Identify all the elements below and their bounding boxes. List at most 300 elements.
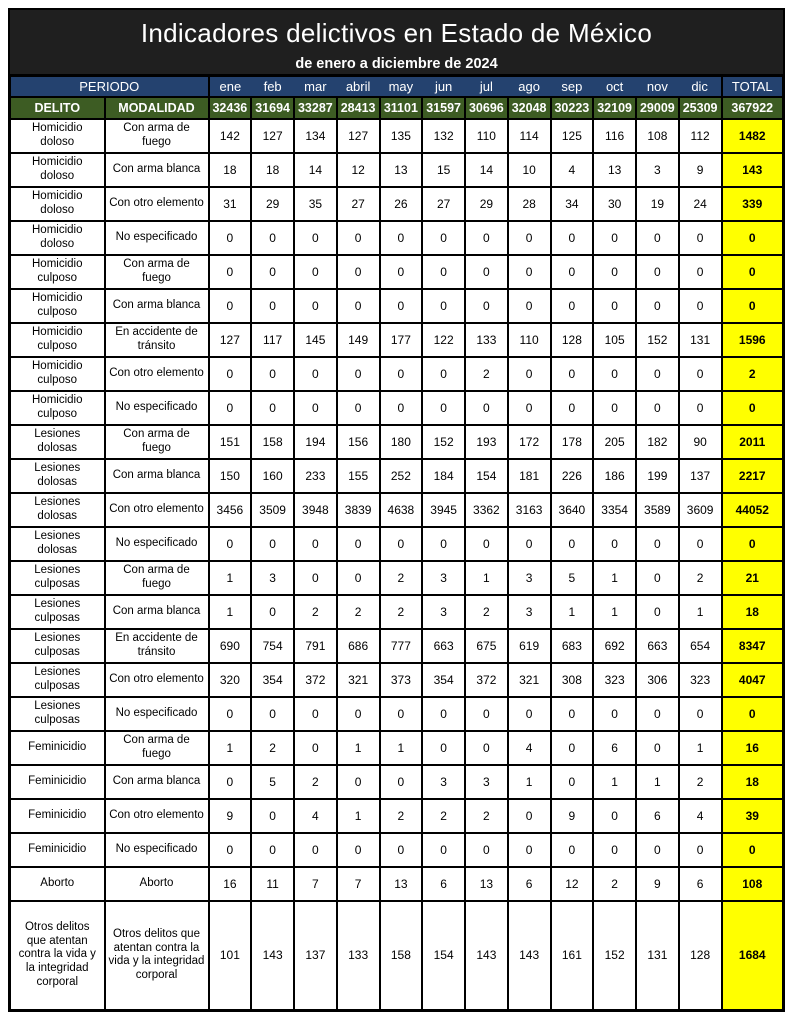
month-value-cell: 151 [209,425,252,459]
month-value-cell: 3948 [294,493,337,527]
table-row [10,221,784,255]
delito-cell: Feminicidio [10,833,105,867]
month-value-cell: 3163 [508,493,551,527]
month-value-cell: 152 [422,425,465,459]
grand-total-value: 367922 [722,97,784,119]
month-value-cell: 154 [465,459,508,493]
month-value-cell: 0 [422,221,465,255]
delito-cell: Homicidio culposo [10,255,105,289]
month-value-cell: 0 [209,833,252,867]
total-cell: 18 [722,595,784,629]
month-value-cell: 172 [508,425,551,459]
month-value-cell: 4 [508,731,551,765]
month-value-cell: 0 [679,527,722,561]
month-value-cell: 0 [636,527,679,561]
month-value-cell: 2 [294,595,337,629]
modalidad-cell: Otros delitos que atentan contra la vida y la integridad corporal [105,901,209,1011]
month-value-cell: 15 [422,153,465,187]
month-value-cell: 0 [337,697,380,731]
month-value-cell: 0 [380,697,423,731]
total-cell: 18 [722,765,784,799]
month-value-cell: 150 [209,459,252,493]
month-value-cell: 13 [465,867,508,901]
month-value-cell: 0 [636,391,679,425]
month-value-cell: 0 [337,289,380,323]
month-header: jul [465,76,508,97]
month-value-cell: 226 [551,459,594,493]
month-value-cell: 112 [679,119,722,153]
month-value-cell: 233 [294,459,337,493]
month-value-cell: 0 [593,697,636,731]
delito-cell: Homicidio doloso [10,187,105,221]
modalidad-cell: Con arma blanca [105,765,209,799]
month-value-cell: 354 [251,663,294,697]
month-value-cell: 90 [679,425,722,459]
month-value-cell: 0 [593,527,636,561]
month-value-cell: 0 [380,765,423,799]
delito-cell: Feminicidio [10,765,105,799]
month-value-cell: 0 [465,255,508,289]
modalidad-cell: No especificado [105,391,209,425]
total-cell: 16 [722,731,784,765]
month-value-cell: 181 [508,459,551,493]
month-value-cell: 186 [593,459,636,493]
month-value-cell: 10 [508,153,551,187]
total-cell: 0 [722,833,784,867]
month-value-cell: 619 [508,629,551,663]
month-value-cell: 1 [465,561,508,595]
month-value-cell: 1 [337,799,380,833]
month-value-cell: 372 [294,663,337,697]
month-value-cell: 1 [209,595,252,629]
month-header: abril [337,76,380,97]
month-value-cell: 0 [679,289,722,323]
crime-indicators-table [8,74,785,1012]
month-value-cell: 663 [422,629,465,663]
month-value-cell: 131 [636,901,679,1011]
delito-cell: Aborto [10,867,105,901]
month-header: may [380,76,423,97]
delito-cell: Homicidio culposo [10,391,105,425]
month-value-cell: 0 [636,221,679,255]
delito-cell: Feminicidio [10,799,105,833]
month-value-cell: 0 [593,833,636,867]
month-value-cell: 0 [551,527,594,561]
delito-cell: Homicidio culposo [10,289,105,323]
month-value-cell: 1 [508,765,551,799]
total-cell: 143 [722,153,784,187]
month-value-cell: 2 [465,357,508,391]
month-value-cell: 0 [209,697,252,731]
month-value-cell: 0 [294,561,337,595]
month-value-cell: 0 [551,221,594,255]
month-value-cell: 0 [636,833,679,867]
period-header-row [10,76,784,97]
month-value-cell: 0 [380,255,423,289]
month-value-cell: 14 [294,153,337,187]
month-value-cell: 7 [294,867,337,901]
monthly-total-value: 32048 [508,97,551,119]
month-header: ago [508,76,551,97]
delito-cell: Homicidio doloso [10,153,105,187]
month-value-cell: 0 [636,561,679,595]
month-value-cell: 128 [679,901,722,1011]
month-value-cell: 154 [422,901,465,1011]
total-cell: 44052 [722,493,784,527]
month-value-cell: 0 [593,799,636,833]
total-cell: 1596 [722,323,784,357]
monthly-total-value: 28413 [337,97,380,119]
month-value-cell: 5 [251,765,294,799]
month-value-cell: 137 [294,901,337,1011]
month-value-cell: 2 [337,595,380,629]
month-value-cell: 0 [422,357,465,391]
month-value-cell: 0 [209,391,252,425]
total-cell: 1482 [722,119,784,153]
monthly-total-value: 32436 [209,97,252,119]
month-value-cell: 777 [380,629,423,663]
month-value-cell: 0 [209,289,252,323]
month-value-cell: 101 [209,901,252,1011]
delito-cell: Lesiones culposas [10,663,105,697]
table-row [10,119,784,153]
month-value-cell: 7 [337,867,380,901]
monthly-total-value: 30696 [465,97,508,119]
month-value-cell: 28 [508,187,551,221]
month-header: sep [551,76,594,97]
month-value-cell: 34 [551,187,594,221]
modalidad-cell: Con otro elemento [105,799,209,833]
month-value-cell: 4 [294,799,337,833]
month-value-cell: 320 [209,663,252,697]
month-value-cell: 13 [593,153,636,187]
month-value-cell: 0 [294,833,337,867]
total-cell: 0 [722,527,784,561]
month-value-cell: 0 [294,527,337,561]
modalidad-cell: Con arma de fuego [105,119,209,153]
modalidad-cell: Con arma de fuego [105,731,209,765]
month-value-cell: 0 [465,527,508,561]
month-value-cell: 2 [380,595,423,629]
month-value-cell: 0 [337,765,380,799]
month-value-cell: 0 [593,357,636,391]
total-cell: 0 [722,391,784,425]
table-row [10,425,784,459]
month-value-cell: 110 [508,323,551,357]
monthly-total-value: 31694 [251,97,294,119]
table-row [10,833,784,867]
month-value-cell: 0 [337,561,380,595]
month-value-cell: 323 [679,663,722,697]
month-value-cell: 692 [593,629,636,663]
month-value-cell: 6 [593,731,636,765]
month-value-cell: 0 [551,833,594,867]
table-row [10,765,784,799]
month-value-cell: 24 [679,187,722,221]
month-value-cell: 3 [422,595,465,629]
month-value-cell: 0 [251,527,294,561]
monthly-total-value: 32109 [593,97,636,119]
month-value-cell: 683 [551,629,594,663]
modalidad-cell: En accidente de tránsito [105,323,209,357]
month-value-cell: 0 [465,833,508,867]
total-cell: 0 [722,697,784,731]
modalidad-cell: No especificado [105,221,209,255]
month-value-cell: 3 [636,153,679,187]
month-value-cell: 4638 [380,493,423,527]
month-value-cell: 18 [209,153,252,187]
month-value-cell: 323 [593,663,636,697]
total-header: TOTAL [722,76,784,97]
month-value-cell: 0 [380,527,423,561]
month-value-cell: 0 [251,357,294,391]
month-value-cell: 0 [422,697,465,731]
month-value-cell: 152 [636,323,679,357]
month-value-cell: 0 [422,731,465,765]
month-value-cell: 3945 [422,493,465,527]
month-value-cell: 1 [551,595,594,629]
month-value-cell: 149 [337,323,380,357]
month-value-cell: 1 [679,731,722,765]
month-value-cell: 19 [636,187,679,221]
month-value-cell: 155 [337,459,380,493]
month-value-cell: 373 [380,663,423,697]
month-value-cell: 152 [593,901,636,1011]
month-value-cell: 135 [380,119,423,153]
total-cell: 108 [722,867,784,901]
month-value-cell: 0 [251,833,294,867]
month-value-cell: 0 [636,289,679,323]
month-value-cell: 12 [337,153,380,187]
month-value-cell: 2 [251,731,294,765]
month-value-cell: 0 [380,833,423,867]
page-title: Indicadores delictivos en Estado de México [140,18,653,48]
month-value-cell: 0 [636,255,679,289]
month-value-cell: 3640 [551,493,594,527]
table-row [10,595,784,629]
month-value-cell: 9 [636,867,679,901]
month-value-cell: 4 [679,799,722,833]
month-value-cell: 663 [636,629,679,663]
month-value-cell: 0 [294,357,337,391]
month-value-cell: 178 [551,425,594,459]
period-label: PERIODO [10,76,209,97]
month-value-cell: 372 [465,663,508,697]
month-value-cell: 3 [508,595,551,629]
month-value-cell: 0 [593,391,636,425]
month-value-cell: 127 [337,119,380,153]
month-value-cell: 158 [251,425,294,459]
month-value-cell: 0 [294,221,337,255]
modalidad-cell: Con arma blanca [105,289,209,323]
month-header: nov [636,76,679,97]
delito-cell: Otros delitos que atentan contra la vida y la integridad corporal [10,901,105,1011]
modalidad-cell: Con arma de fuego [105,561,209,595]
month-value-cell: 0 [508,357,551,391]
month-value-cell: 177 [380,323,423,357]
month-value-cell: 2 [679,561,722,595]
table-row [10,527,784,561]
month-value-cell: 3456 [209,493,252,527]
month-value-cell: 0 [636,357,679,391]
delito-cell: Homicidio culposo [10,357,105,391]
month-value-cell: 14 [465,153,508,187]
month-value-cell: 0 [422,255,465,289]
monthly-total-value: 33287 [294,97,337,119]
month-value-cell: 0 [337,391,380,425]
month-value-cell: 308 [551,663,594,697]
month-value-cell: 160 [251,459,294,493]
month-value-cell: 0 [551,731,594,765]
month-value-cell: 0 [337,357,380,391]
month-value-cell: 0 [508,799,551,833]
month-value-cell: 690 [209,629,252,663]
month-value-cell: 0 [465,221,508,255]
modalidad-cell: Con otro elemento [105,663,209,697]
month-value-cell: 2 [380,799,423,833]
delito-cell: Lesiones dolosas [10,425,105,459]
month-value-cell: 0 [508,221,551,255]
month-value-cell: 1 [679,595,722,629]
month-value-cell: 3 [422,561,465,595]
month-value-cell: 321 [337,663,380,697]
month-value-cell: 0 [636,731,679,765]
month-value-cell: 0 [380,289,423,323]
report-page [8,8,785,1012]
month-value-cell: 127 [209,323,252,357]
month-value-cell: 184 [422,459,465,493]
table-row [10,663,784,697]
table-row [10,901,784,1011]
total-cell: 1684 [722,901,784,1011]
table-row [10,561,784,595]
month-value-cell: 143 [251,901,294,1011]
month-value-cell: 145 [294,323,337,357]
month-value-cell: 3 [422,765,465,799]
month-value-cell: 0 [337,255,380,289]
delito-cell: Lesiones dolosas [10,493,105,527]
month-value-cell: 3362 [465,493,508,527]
month-value-cell: 2 [422,799,465,833]
total-cell: 339 [722,187,784,221]
table-row [10,323,784,357]
table-row [10,867,784,901]
month-value-cell: 26 [380,187,423,221]
monthly-total-value: 25309 [679,97,722,119]
month-value-cell: 1 [593,595,636,629]
month-value-cell: 114 [508,119,551,153]
month-value-cell: 0 [508,289,551,323]
month-header: mar [294,76,337,97]
month-value-cell: 132 [422,119,465,153]
month-value-cell: 137 [679,459,722,493]
month-value-cell: 0 [251,799,294,833]
table-header [10,76,784,119]
month-value-cell: 2 [465,799,508,833]
month-value-cell: 0 [679,221,722,255]
month-value-cell: 0 [508,527,551,561]
month-value-cell: 0 [251,289,294,323]
month-header: ene [209,76,252,97]
modalidad-cell: No especificado [105,697,209,731]
table-row [10,187,784,221]
month-value-cell: 0 [251,221,294,255]
modalidad-cell: Con otro elemento [105,357,209,391]
month-value-cell: 0 [380,357,423,391]
month-value-cell: 1 [209,561,252,595]
month-value-cell: 0 [337,221,380,255]
monthly-total-value: 31597 [422,97,465,119]
table-row [10,289,784,323]
month-value-cell: 0 [209,221,252,255]
month-value-cell: 131 [679,323,722,357]
month-value-cell: 2 [465,595,508,629]
month-value-cell: 6 [636,799,679,833]
month-value-cell: 29 [465,187,508,221]
modalidad-cell: No especificado [105,833,209,867]
month-value-cell: 31 [209,187,252,221]
month-value-cell: 143 [508,901,551,1011]
month-value-cell: 27 [422,187,465,221]
table-row [10,697,784,731]
month-value-cell: 3609 [679,493,722,527]
month-value-cell: 5 [551,561,594,595]
month-value-cell: 199 [636,459,679,493]
month-value-cell: 0 [422,833,465,867]
month-value-cell: 18 [251,153,294,187]
month-value-cell: 0 [551,697,594,731]
month-value-cell: 0 [294,289,337,323]
table-row [10,629,784,663]
month-value-cell: 3354 [593,493,636,527]
month-header: oct [593,76,636,97]
month-value-cell: 0 [294,391,337,425]
month-value-cell: 133 [337,901,380,1011]
month-value-cell: 1 [593,561,636,595]
month-value-cell: 2 [679,765,722,799]
month-value-cell: 3839 [337,493,380,527]
month-value-cell: 0 [422,289,465,323]
month-value-cell: 133 [465,323,508,357]
total-cell: 39 [722,799,784,833]
month-value-cell: 122 [422,323,465,357]
month-value-cell: 1 [380,731,423,765]
month-value-cell: 0 [593,221,636,255]
table-row [10,493,784,527]
month-value-cell: 0 [251,697,294,731]
modalidad-cell: Con arma blanca [105,595,209,629]
total-cell: 2 [722,357,784,391]
modalidad-cell: Con arma blanca [105,153,209,187]
month-value-cell: 0 [209,765,252,799]
monthly-totals-row [10,97,784,119]
month-value-cell: 4 [551,153,594,187]
month-value-cell: 0 [636,595,679,629]
month-value-cell: 0 [422,527,465,561]
month-value-cell: 0 [636,697,679,731]
month-value-cell: 180 [380,425,423,459]
month-value-cell: 686 [337,629,380,663]
month-value-cell: 0 [679,357,722,391]
month-value-cell: 3509 [251,493,294,527]
month-value-cell: 0 [380,221,423,255]
month-value-cell: 13 [380,153,423,187]
month-value-cell: 675 [465,629,508,663]
month-value-cell: 105 [593,323,636,357]
month-value-cell: 134 [294,119,337,153]
month-value-cell: 306 [636,663,679,697]
monthly-total-value: 30223 [551,97,594,119]
